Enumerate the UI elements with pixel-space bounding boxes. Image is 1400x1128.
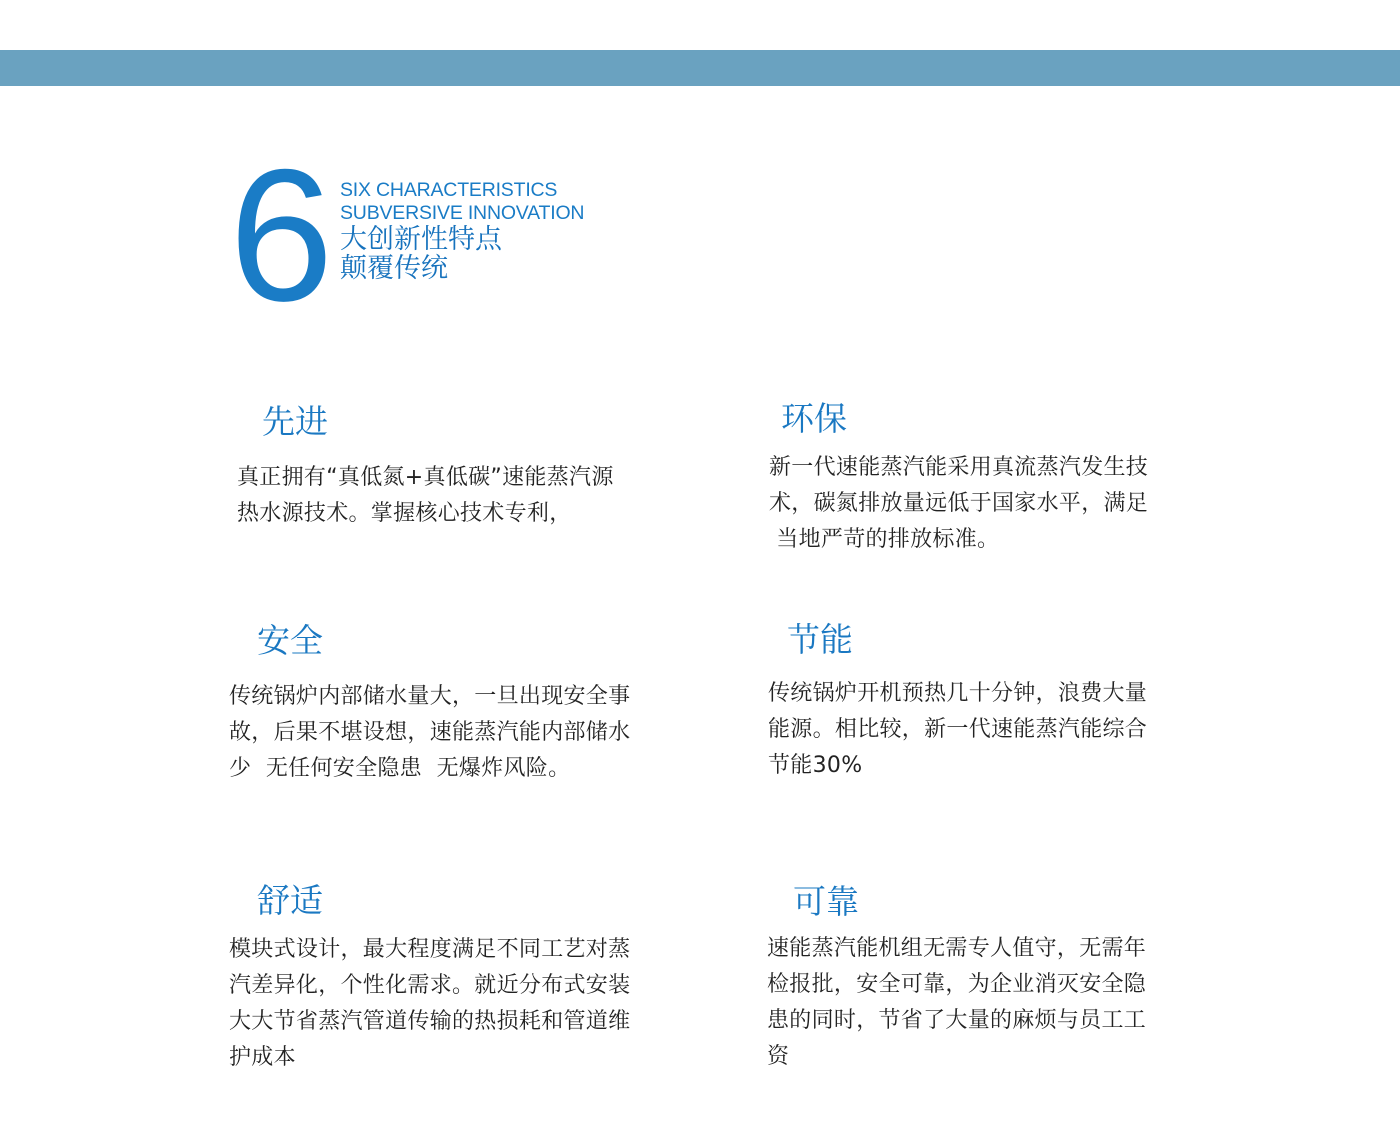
feature-description <box>767 931 1146 1075</box>
feature-title: 环保 <box>781 399 847 438</box>
feature-title: 节能 <box>787 620 853 659</box>
intro-subtitle-zh-1: 大创新性特点 <box>340 224 502 255</box>
intro-subtitle-en-1: SIX CHARACTERISTICS <box>340 179 558 201</box>
feature-description <box>237 460 614 532</box>
feature-title: 安全 <box>257 621 323 660</box>
feature-text-line: 传统锅炉内部储水量大，一旦出现安全事 <box>229 684 631 709</box>
feature-text-line: 术，碳氮排放量远低于国家水平，满足 <box>769 491 1149 516</box>
feature-text-line: 少 无任何安全隐患 无爆炸风险。 <box>229 756 571 781</box>
feature-text-line: 故，后果不堪设想，速能蒸汽能内部储水 <box>229 720 631 745</box>
intro-subtitle-zh-2: 颠覆传统 <box>340 253 448 284</box>
feature-text-line: 热水源技术。掌握核心技术专利， <box>237 501 572 526</box>
feature-title: 舒适 <box>257 881 323 920</box>
feature-title: 先进 <box>262 402 328 441</box>
feature-text-line: 真正拥有“真低氮+真低碳”速能蒸汽源 <box>237 465 614 490</box>
feature-description <box>229 932 630 1076</box>
feature-text-line: 当地严苛的排放标准。 <box>769 527 1000 552</box>
feature-text-line: 节能30% <box>768 753 863 778</box>
feature-text-line: 速能蒸汽能机组无需专人值守，无需年 <box>767 936 1147 961</box>
feature-text-line: 大大节省蒸汽管道传输的热损耗和管道维 <box>229 1009 631 1034</box>
feature-description <box>768 676 1147 784</box>
intro-number-text: 6 <box>229 130 334 340</box>
feature-title: 可靠 <box>793 882 859 921</box>
feature-text-line: 检报批，安全可靠，为企业消灭安全隐 <box>767 972 1147 997</box>
feature-text-line: 模块式设计，最大程度满足不同工艺对蒸 <box>229 937 631 962</box>
feature-text-line: 能源。相比较，新一代速能蒸汽能综合 <box>768 717 1148 742</box>
feature-description <box>769 450 1148 558</box>
feature-text-line: 汽差异化，个性化需求。就近分布式安装 <box>229 973 631 998</box>
feature-text-line: 资 <box>767 1044 790 1069</box>
feature-text-line: 传统锅炉开机预热几十分钟，浪费大量 <box>768 681 1148 706</box>
intro-subtitle-en-2: SUBVERSIVE INNOVATION <box>340 202 585 224</box>
feature-description <box>229 679 630 787</box>
feature-text-line: 患的同时，节省了大量的麻烦与员工工 <box>767 1008 1147 1033</box>
intro-big-number <box>225 130 355 340</box>
feature-text-line: 护成本 <box>229 1045 296 1070</box>
top-banner-bar <box>0 50 1400 86</box>
feature-text-line: 新一代速能蒸汽能采用真流蒸汽发生技 <box>769 455 1149 480</box>
